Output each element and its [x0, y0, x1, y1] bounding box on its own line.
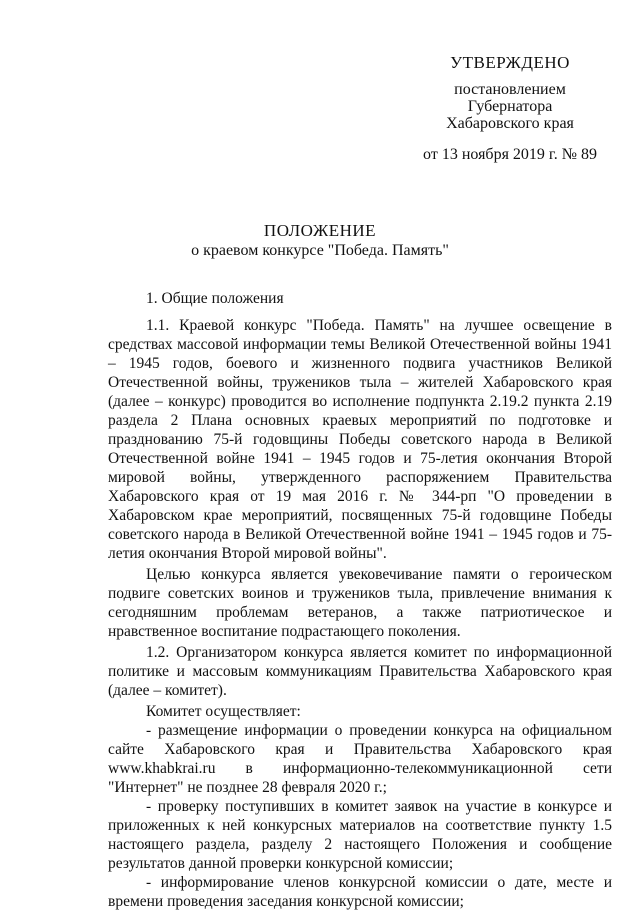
title-subheading: о краевом конкурсе "Победа. Память"	[191, 242, 449, 259]
paragraph-1-1: 1.1. Краевой конкурс "Победа. Память" на лучшее освещение в средствах массовой информации темы Великой Отечественной войны 1941 – 1945 годов, боевого и жизненного подвига участников Великой Отечественной войны, тружеников тыла – жителей Хабаровского края (далее – конкурс) проводится во исполнение подпункта 2.19.2 пункта 2.19 раздела 2 Плана основных краевых мероприятий по подготовке и празднованию 75-й годовщины Победы советского народа в Великой Отечественной войне 1941 – 1945 годов и 75-летия окончания Второй мировой войны, утвержденного распоряжением Правительства Хабаровского края от 19 мая 2016 г. № 344-рп "О проведении в Хабаровском крае мероприятий, посвященных 75-й годовщине Победы советского народа в Великой Отечественной войне 1941 – 1945 годов и 75-летия окончания Второй мировой войны".	[108, 317, 612, 562]
paragraph-goal: Целью конкурса является увековечивание памяти о героическом подвиге советских воинов и тружеников тыла, привлечение внимания к сегодняшним проблемам ветеранов, а также патриотическое и нравственное воспитание подрастающего поколения.	[108, 566, 612, 640]
list-item: - проверку поступивших в комитет заявок на участие в конкурсе и приложенных к ней конкурсных материалов на соответствие пункту 1.5 настоящего раздела, разделу 2 настоящего Положения и сообщение результатов данной проверки конкурсной комиссии;	[108, 798, 612, 872]
list-item: - информирование членов конкурсной комиссии о дате, месте и времени проведения заседания конкурсной комиссии;	[108, 874, 612, 910]
approval-block	[400, 54, 620, 163]
approval-line-3: Хабаровского края	[446, 115, 574, 132]
document-body	[108, 289, 612, 911]
list-item: - размещение информации о проведении конкурса на официальном сайте Хабаровского края и Правительства Хабаровского края www.khabkrai.ru в информационно-телекоммуникационной сети "Интернет" не позднее 28 февраля 2020 г.;	[108, 722, 612, 796]
approval-line-2: Губернатора	[467, 98, 553, 115]
title-heading: ПОЛОЖЕНИЕ	[263, 221, 377, 240]
approval-heading: УТВЕРЖДЕНО	[450, 53, 570, 72]
paragraph-committee: Комитет осуществляет:	[146, 703, 301, 720]
section-heading-general: 1. Общие положения	[146, 290, 284, 307]
paragraph-1-2: 1.2. Организатором конкурса является комитет по информационной политике и массовым коммуникациям Правительства Хабаровского края (далее – комитет).	[108, 644, 612, 699]
document-title	[0, 221, 640, 261]
approval-date: от 13 ноября 2019 г. № 89	[423, 146, 597, 163]
approval-line-1: постановлением	[454, 81, 566, 98]
